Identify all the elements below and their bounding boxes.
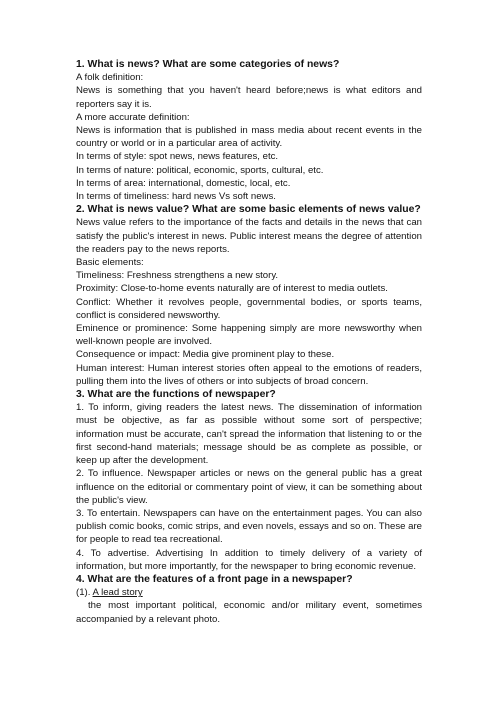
paragraph: Timeliness: Freshness strengthens a new story.	[76, 270, 279, 282]
section-1-heading: 1. What is news? What are some categories of news?	[76, 59, 340, 70]
paragraph: Human interest: Human interest stories often appeal to the emotions of readers, pulling them into the lives of others or into subjects of broad concern.	[76, 362, 422, 387]
paragraph: Basic elements:	[76, 257, 144, 269]
paragraph: In terms of style: spot news, news features, etc.	[76, 151, 279, 163]
paragraph: 3. To entertain. Newspapers can have on the entertainment pages. You can also publish comic books, comic strips, and even novels, essays and so on. These are for people to read tea recreational.	[76, 507, 422, 546]
paragraph: In terms of area: international, domestic, local, etc.	[76, 177, 291, 189]
paragraph: In terms of nature: political, economic, sports, cultural, etc.	[76, 164, 324, 176]
paragraph: 1. To inform, giving readers the latest news. The dissemination of information must be objective, as far as possible without some sort of perspective; information must be accurate, can't spread the information that listening to or the first second-hand materials; message should be as complete as possible, or keep up after the development.	[76, 402, 422, 467]
section-2-heading: 2. What is news value? What are some basic elements of news value?	[76, 204, 421, 216]
paragraph: 2. To influence. Newspaper articles or news on the general public has a great influence on the editorial or commentary point of view, it can be something about the public's view.	[76, 468, 422, 506]
paragraph: Eminence or prominence: Some happening simply are more newsworthy when well-known people are involved.	[76, 323, 422, 348]
section-4-heading: 4. What are the features of a front page in a newspaper?	[76, 573, 353, 585]
paragraph: Proximity: Close-to-home events naturally are of interest to media outlets.	[76, 283, 388, 295]
paragraph: Consequence or impact: Media give prominent play to these.	[76, 349, 335, 361]
paragraph: the most important political, economic and/or military event, sometimes accompanied by a relevant photo.	[76, 600, 422, 625]
paragraph: In terms of timeliness: hard news Vs soft news.	[76, 191, 276, 203]
paragraph: Conflict: Whether it revolves people, governmental bodies, or sports teams, conflict is considered newsworthy.	[76, 296, 422, 321]
paragraph: News is something that you haven't heard before;news is what editors and reporters say it is.	[76, 85, 422, 110]
section-3-heading: 3. What are the functions of newspaper?	[76, 389, 276, 401]
paragraph: A more accurate definition:	[76, 111, 190, 123]
paragraph: News value refers to the importance of the facts and details in the news that can satisfy the public's interest in news. Public interest means the degree of attention the readers pay to the news reports.	[76, 217, 422, 255]
paragraph: A folk definition:	[76, 72, 144, 84]
paragraph: News is information that is published in mass media about recent events in the country or world or in a particular area of activity.	[76, 125, 422, 150]
item-label: A lead story	[92, 587, 143, 599]
paragraph: 4. To advertise. Advertising In addition to timely delivery of a variety of information, but more importantly, for the newspaper to bring economic revenue.	[76, 547, 422, 572]
list-item	[76, 586, 422, 599]
item-number: (1).	[76, 587, 93, 599]
